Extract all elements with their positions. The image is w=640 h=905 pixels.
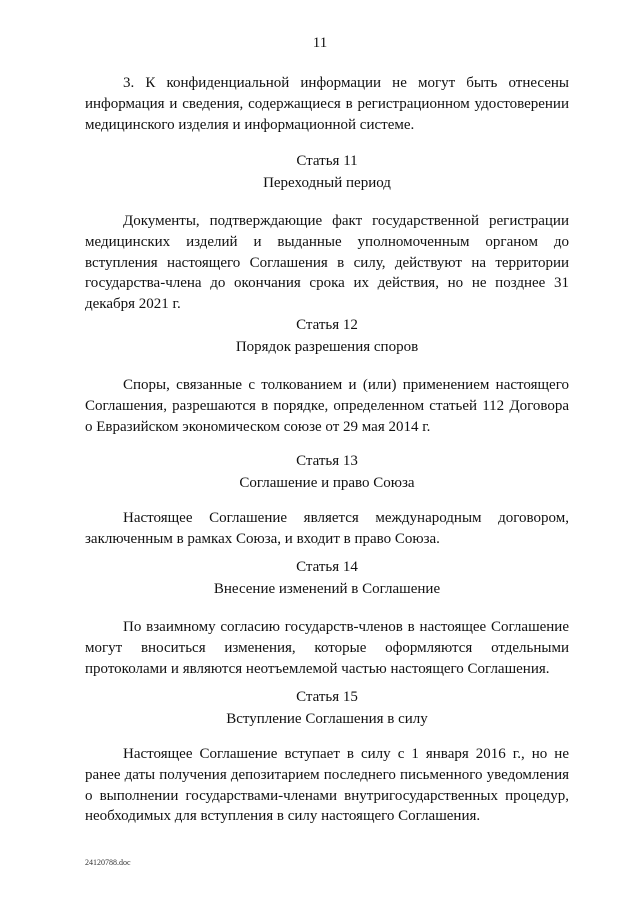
article-12-number: Статья 12: [296, 317, 358, 333]
article-11-heading: [85, 150, 569, 194]
article-14-number: Статья 14: [296, 559, 358, 575]
paragraph-entry-into-force: Настоящее Соглашение вступает в силу с 1 января 2016 г., но не ранее даты получения депозитарием последнего письменного уведомления о выполнении государствами-членами внутригосударственных процедур, необходимых для вступления в силу настоящего Соглашения.: [85, 746, 569, 825]
article-15-title: Вступление Соглашения в силу: [226, 711, 428, 727]
article-12-heading: [85, 314, 569, 358]
article-13-title: Соглашение и право Союза: [239, 475, 415, 491]
paragraph-confidential-info: 3. К конфиденциальной информации не могут быть отнесены информация и сведения, содержащиеся в регистрационном удостоверении медицинского изделия и информационной системе.: [85, 75, 569, 133]
article-14-title: Внесение изменений в Соглашение: [213, 581, 441, 597]
article-13-heading: [85, 450, 569, 494]
article-12-title: Порядок разрешения споров: [235, 339, 419, 355]
article-15-number: Статья 15: [296, 689, 358, 705]
article-13-number: Статья 13: [296, 453, 358, 469]
article-11-title: Переходный период: [263, 175, 391, 191]
footer-doc-id: 24120788.doc: [85, 858, 131, 867]
paragraph-disputes: Споры, связанные с толкованием и (или) применением настоящего Соглашения, разрешаются в порядке, определенном статьей 112 Договора о Евразийском экономическом союзе от 29 мая 2014 г.: [85, 377, 569, 435]
paragraph-union-law: Настоящее Соглашение является международным договором, заключенным в рамках Союза, и входит в право Союза.: [85, 510, 569, 547]
article-15-heading: [85, 686, 569, 730]
article-14-heading: [85, 556, 569, 600]
paragraph-amendments: По взаимному согласию государств-членов в настоящее Соглашение могут вноситься изменения, которые оформляются отдельными протоколами и являются неотъемлемой частью настоящего Соглашения.: [85, 619, 569, 677]
page-number: 11: [312, 35, 328, 51]
paragraph-transition: Документы, подтверждающие факт государственной регистрации медицинских изделий и выданные уполномоченным органом до вступления настоящего Соглашения в силу, действуют на территории государства-члена до окончания срока их действия, но не позднее 31 декабря 2021 г.: [85, 213, 569, 313]
article-11-number: Статья 11: [296, 153, 358, 169]
